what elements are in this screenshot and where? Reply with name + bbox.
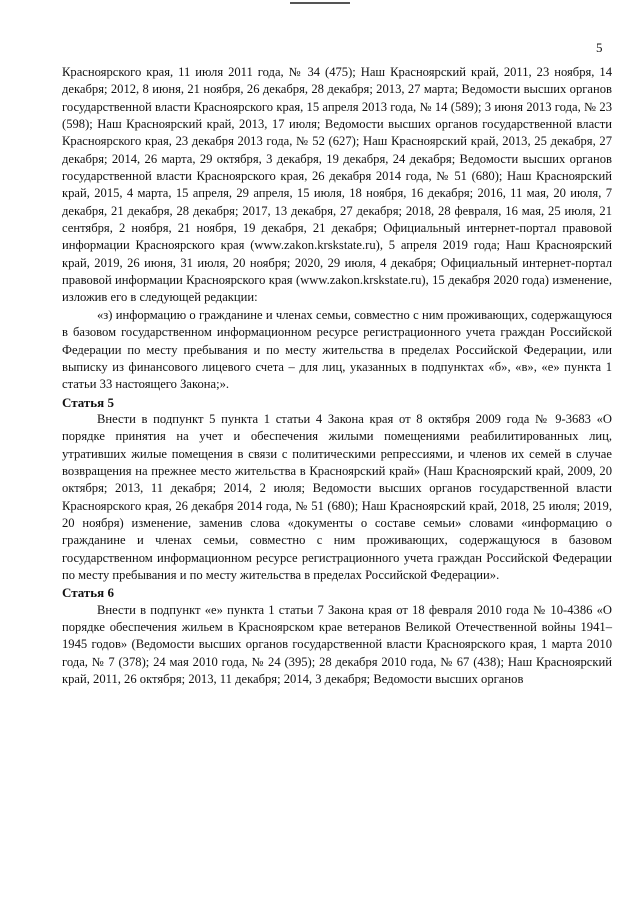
intro-paragraph: Красноярского края, 11 июля 2011 года, № 34 (475); Наш Красноярский край, 2011, 23 ноября, 14 декабря; 2012, 8 июня, 21 ноября, 26 декабря, 28 декабря; 2013, 27 марта; Ведомости высших органов государственной власти Красноярского края, 15 апреля 2013 года, № 14 (589); 3 июня 2013 года, № 23 (598); Наш Красноярский край, 2013, 17 июля; Ведомости высших органов государственной власти Красноярского края, 23 декабря 2013 года, № 52 (627); Наш Красноярский край, 2013, 25 декабря, 27 декабря; 2014, 26 марта, 29 октября, 3 декабря, 19 декабря, 24 декабря; Ведомости высших органов государственной власти Красноярского края, 26 декабря 2014 года, № 51 (680); Наш Красноярский край, 2015, 4 марта, 15 апреля, 29 апреля, 15 июля, 18 ноября, 16 декабря; 2016, 11 мая, 20 июля, 7 декабря, 21 декабря, 28 декабря; 2017, 13 декабря, 27 декабря; 2018, 28 февраля, 16 мая, 25 июля, 21 сентября, 2 ноября, 21 ноября, 19 декабря, 21 декабря; Официальный интернет-портал правовой информации Красноярского края (www.zakon.krskstate.ru), 5 апреля 2019 года; Наш Красноярский край, 2019, 26 июня, 31 июля, 20 ноября; 2020, 29 июля, 4 декабря; Официальный интернет-портал правовой информации Красноярского края (www.zakon.krskstate.ru), 15 декабря 2020 года) изменение, изложив его в следующей редакции: (62, 65, 612, 305)
document-body (62, 64, 612, 688)
quoted-amendment: «з) информацию о гражданине и членах семьи, совместно с ним проживающих, содержащуюся в базовом государственном информационном ресурсе регистрационного учета граждан Российской Федерации по месту пребывания и по месту жительства в пределах Российской Федерации, или выписку из финансового лицевого счета – для лиц, указанных в подпунктах «б», «в», «е» пункта 1 статьи 33 настоящего Закона;». (62, 307, 612, 392)
article-6-text: Внести в подпункт «е» пункта 1 статьи 7 Закона края от 18 февраля 2010 года № 10-4386 «О порядке обеспечения жильем в Красноярском крае ветеранов Великой Отечественной войны 1941–1945 годов» (Ведомости высших органов государственной власти Красноярского края, 1 марта 2010 года, № 7 (378); 24 мая 2010 года, № 24 (395); 28 декабря 2010 года, № 67 (438); Наш Красноярский край, 2011, 26 октября; 2013, 11 декабря; 2014, 3 декабря; Ведомости высших органов (62, 602, 612, 687)
page-number: 5 (596, 40, 603, 55)
article-5-heading: Статья 5 (62, 394, 114, 410)
article-5-text: Внести в подпункт 5 пункта 1 статьи 4 Закона края от 8 октября 2009 года № 9-3683 «О порядке принятия на учет и обеспечения жилыми помещениями реабилитированных лиц, утративших жилые помещения в связи с политическими репрессиями, и членов их семей в случае возвращения на прежнее место жительства в Красноярский край» (Наш Красноярский край, 2009, 20 октября; 2013, 11 декабря; 2014, 2 июля; Ведомости высших органов государственной власти Красноярского края, 26 декабря 2014 года, № 51 (680); Наш Красноярский край, 2018, 25 июля; 2019, 20 ноября) изменение, заменив слова «документы о составе семьи» словами «информацию о гражданине и членах семьи, совместно с ним проживающих, содержащуюся в базовом государственном информационном ресурсе регистрационного учета граждан Российской Федерации по месту пребывания и по месту жительства в пределах Российской Федерации». (62, 411, 612, 582)
article-6-heading: Статья 6 (62, 585, 114, 601)
page-top-mark (290, 2, 350, 4)
